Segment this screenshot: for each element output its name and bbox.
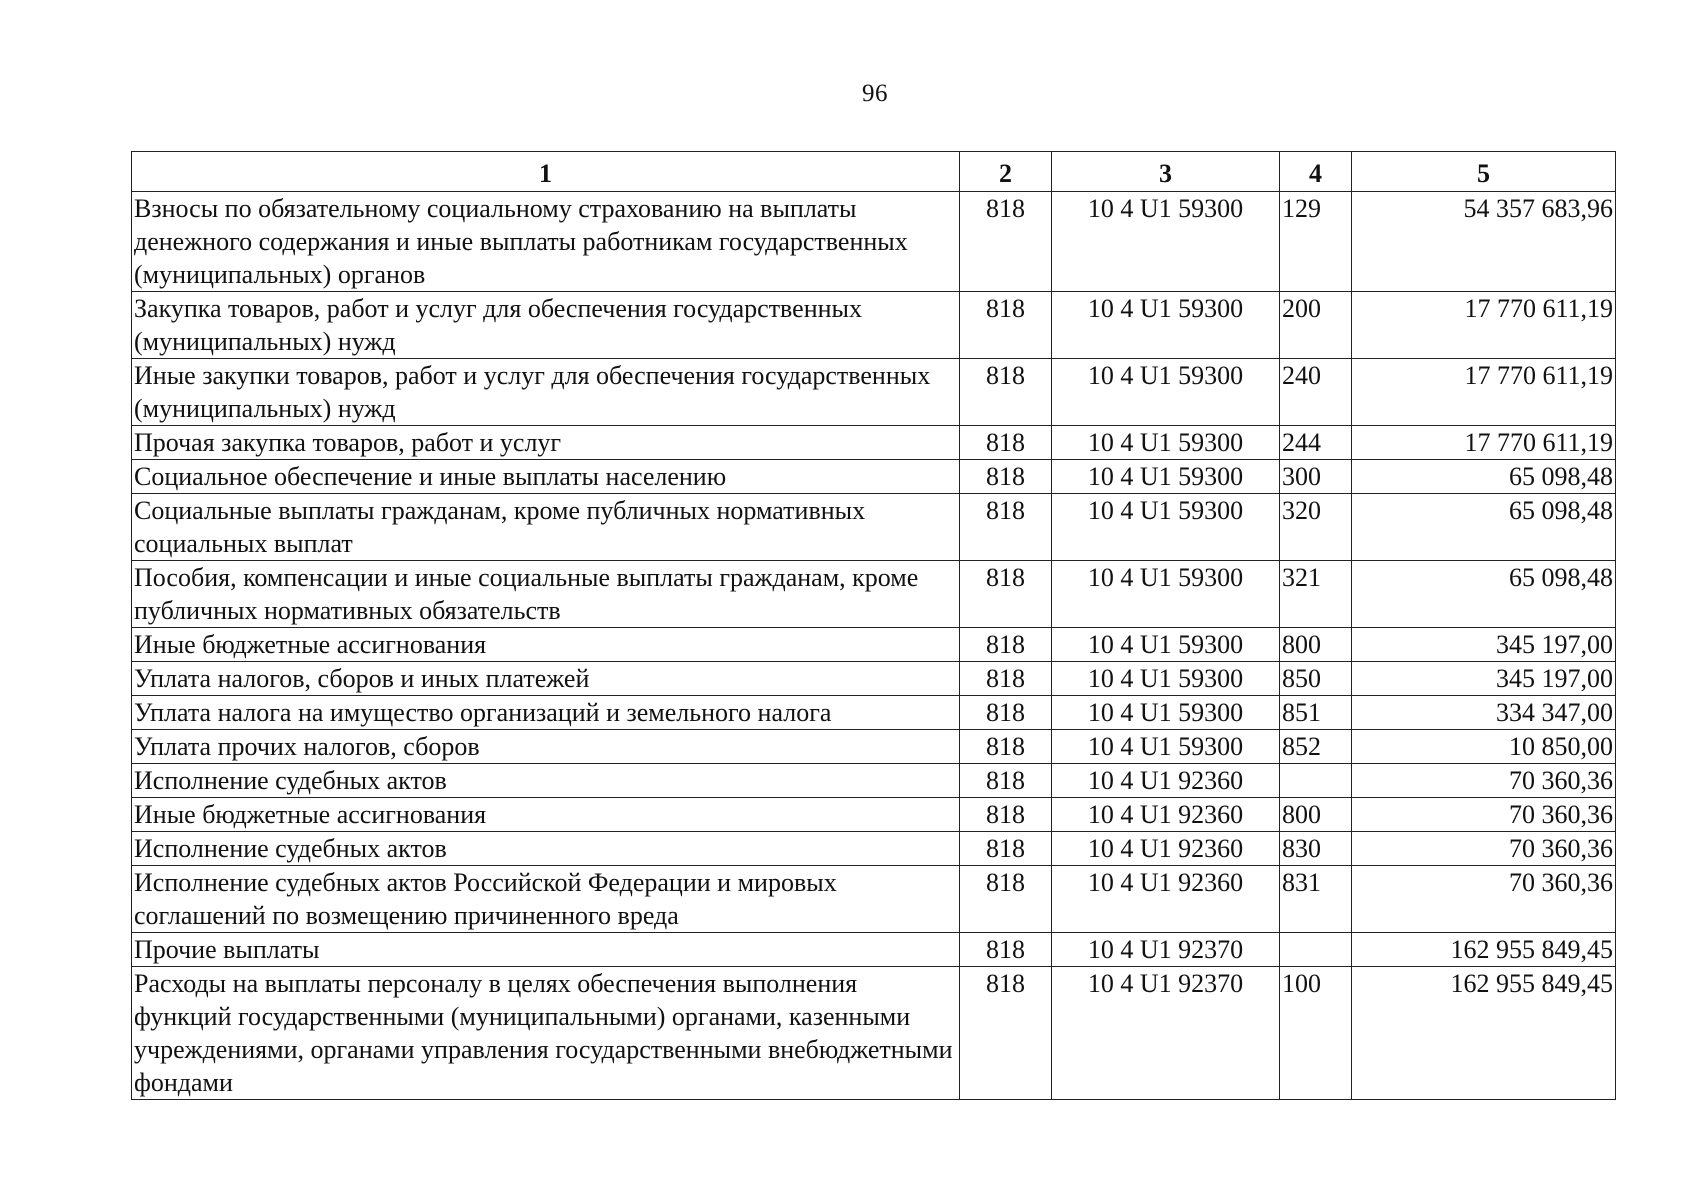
table-row — [132, 933, 1616, 967]
table-row — [132, 764, 1616, 798]
row-expense-type — [1280, 933, 1352, 967]
row-expense-type: 852 — [1280, 730, 1352, 764]
row-amount: 17 770 611,19 — [1352, 426, 1616, 460]
table-row — [132, 798, 1616, 832]
table-row — [132, 460, 1616, 494]
page-number: 96 — [862, 80, 888, 107]
row-expense-type: 129 — [1280, 192, 1352, 292]
row-expense-type: 800 — [1280, 628, 1352, 662]
row-amount: 162 955 849,45 — [1352, 933, 1616, 967]
row-target-article: 10 4 U1 59300 — [1052, 662, 1280, 696]
row-target-article: 10 4 U1 59300 — [1052, 494, 1280, 561]
row-amount: 65 098,48 — [1352, 561, 1616, 628]
row-description: Пособия, компенсации и иные социальные выплаты гражданам, кроме публичных нормативных обязательств — [132, 561, 960, 628]
table-row — [132, 866, 1616, 933]
table-row — [132, 359, 1616, 426]
row-expense-type: 850 — [1280, 662, 1352, 696]
table-row — [132, 494, 1616, 561]
row-expense-type: 800 — [1280, 798, 1352, 832]
row-description: Уплата налогов, сборов и иных платежей — [132, 662, 960, 696]
table-row — [132, 730, 1616, 764]
row-amount: 70 360,36 — [1352, 798, 1616, 832]
row-target-article: 10 4 U1 59300 — [1052, 730, 1280, 764]
row-description: Исполнение судебных актов — [132, 832, 960, 866]
row-amount: 17 770 611,19 — [1352, 359, 1616, 426]
table-row — [132, 696, 1616, 730]
row-amount: 65 098,48 — [1352, 460, 1616, 494]
row-ministry-code: 818 — [960, 561, 1052, 628]
col-header-5: 5 — [1352, 152, 1616, 192]
row-expense-type: 830 — [1280, 832, 1352, 866]
table-row — [132, 561, 1616, 628]
table-row — [132, 967, 1616, 1100]
row-ministry-code: 818 — [960, 192, 1052, 292]
col-header-3: 3 — [1052, 152, 1280, 192]
row-amount: 10 850,00 — [1352, 730, 1616, 764]
table-row — [132, 662, 1616, 696]
table-row — [132, 426, 1616, 460]
table-row — [132, 628, 1616, 662]
row-description: Уплата налога на имущество организаций и земельного налога — [132, 696, 960, 730]
row-description: Иные бюджетные ассигнования — [132, 628, 960, 662]
row-ministry-code: 818 — [960, 292, 1052, 359]
row-amount: 54 357 683,96 — [1352, 192, 1616, 292]
row-description: Закупка товаров, работ и услуг для обеспечения государственных (муниципальных) нужд — [132, 292, 960, 359]
row-target-article: 10 4 U1 59300 — [1052, 696, 1280, 730]
row-target-article: 10 4 U1 92370 — [1052, 933, 1280, 967]
row-amount: 70 360,36 — [1352, 832, 1616, 866]
row-expense-type — [1280, 764, 1352, 798]
row-ministry-code: 818 — [960, 866, 1052, 933]
row-description: Расходы на выплаты персоналу в целях обеспечения выполнения функций государственными (муниципальными) органами, казенными учреждениями, органами управления государственными внебюджетными фондами — [132, 967, 960, 1100]
table-body — [132, 192, 1616, 1100]
row-amount: 65 098,48 — [1352, 494, 1616, 561]
row-expense-type: 320 — [1280, 494, 1352, 561]
row-amount: 17 770 611,19 — [1352, 292, 1616, 359]
row-description: Исполнение судебных актов — [132, 764, 960, 798]
row-expense-type: 851 — [1280, 696, 1352, 730]
row-expense-type: 321 — [1280, 561, 1352, 628]
row-description: Взносы по обязательному социальному страхованию на выплаты денежного содержания и иные выплаты работникам государственных (муниципальных) органов — [132, 192, 960, 292]
row-target-article: 10 4 U1 92370 — [1052, 967, 1280, 1100]
header-row — [132, 152, 1616, 192]
row-description: Прочая закупка товаров, работ и услуг — [132, 426, 960, 460]
budget-table — [131, 151, 1616, 1100]
col-header-1: 1 — [132, 152, 960, 192]
table-row — [132, 832, 1616, 866]
row-target-article: 10 4 U1 59300 — [1052, 561, 1280, 628]
row-target-article: 10 4 U1 92360 — [1052, 764, 1280, 798]
row-target-article: 10 4 U1 92360 — [1052, 832, 1280, 866]
row-ministry-code: 818 — [960, 933, 1052, 967]
row-expense-type: 240 — [1280, 359, 1352, 426]
row-ministry-code: 818 — [960, 967, 1052, 1100]
table-row — [132, 192, 1616, 292]
row-description: Прочие выплаты — [132, 933, 960, 967]
row-ministry-code: 818 — [960, 730, 1052, 764]
row-target-article: 10 4 U1 92360 — [1052, 866, 1280, 933]
row-amount: 70 360,36 — [1352, 866, 1616, 933]
row-ministry-code: 818 — [960, 494, 1052, 561]
row-ministry-code: 818 — [960, 832, 1052, 866]
row-target-article: 10 4 U1 59300 — [1052, 192, 1280, 292]
row-expense-type: 831 — [1280, 866, 1352, 933]
row-description: Иные закупки товаров, работ и услуг для обеспечения государственных (муниципальных) нужд — [132, 359, 960, 426]
row-target-article: 10 4 U1 59300 — [1052, 628, 1280, 662]
row-amount: 162 955 849,45 — [1352, 967, 1616, 1100]
row-description: Уплата прочих налогов, сборов — [132, 730, 960, 764]
row-amount: 334 347,00 — [1352, 696, 1616, 730]
row-description: Социальные выплаты гражданам, кроме публичных нормативных социальных выплат — [132, 494, 960, 561]
row-amount: 345 197,00 — [1352, 662, 1616, 696]
row-expense-type: 200 — [1280, 292, 1352, 359]
row-target-article: 10 4 U1 59300 — [1052, 426, 1280, 460]
row-amount: 70 360,36 — [1352, 764, 1616, 798]
row-description: Иные бюджетные ассигнования — [132, 798, 960, 832]
row-ministry-code: 818 — [960, 798, 1052, 832]
row-amount: 345 197,00 — [1352, 628, 1616, 662]
row-ministry-code: 818 — [960, 764, 1052, 798]
row-target-article: 10 4 U1 59300 — [1052, 292, 1280, 359]
row-description: Социальное обеспечение и иные выплаты населению — [132, 460, 960, 494]
col-header-2: 2 — [960, 152, 1052, 192]
table-row — [132, 292, 1616, 359]
row-ministry-code: 818 — [960, 628, 1052, 662]
row-ministry-code: 818 — [960, 460, 1052, 494]
row-description: Исполнение судебных актов Российской Федерации и мировых соглашений по возмещению причиненного вреда — [132, 866, 960, 933]
row-target-article: 10 4 U1 59300 — [1052, 359, 1280, 426]
row-expense-type: 100 — [1280, 967, 1352, 1100]
row-ministry-code: 818 — [960, 426, 1052, 460]
row-target-article: 10 4 U1 92360 — [1052, 798, 1280, 832]
row-ministry-code: 818 — [960, 696, 1052, 730]
row-expense-type: 300 — [1280, 460, 1352, 494]
row-target-article: 10 4 U1 59300 — [1052, 460, 1280, 494]
row-ministry-code: 818 — [960, 662, 1052, 696]
row-ministry-code: 818 — [960, 359, 1052, 426]
col-header-4: 4 — [1280, 152, 1352, 192]
row-expense-type: 244 — [1280, 426, 1352, 460]
